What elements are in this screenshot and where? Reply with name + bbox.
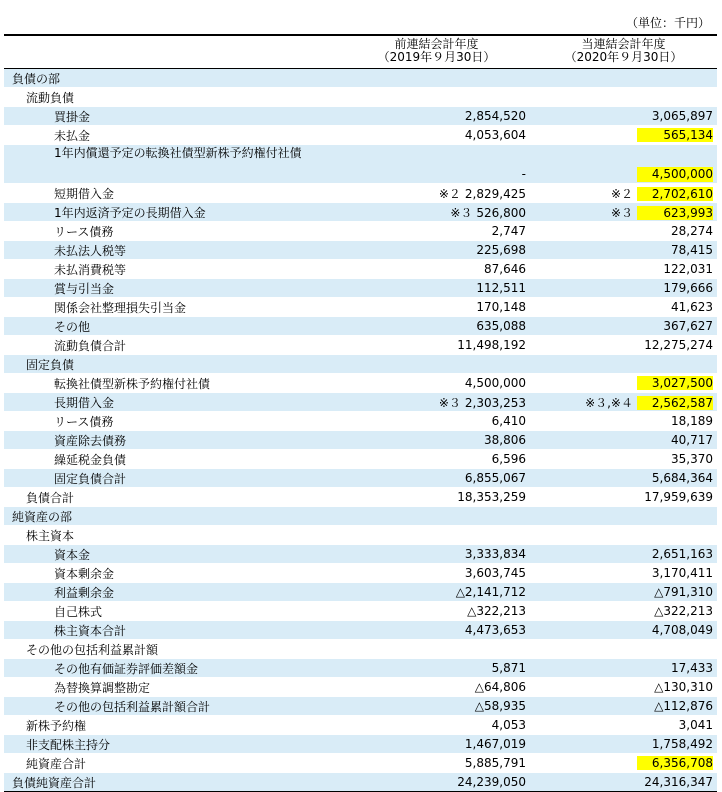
row-value-prev: [343, 488, 530, 507]
amount: 367,627: [663, 319, 713, 333]
header-prev-line1: 前連結会計年度: [394, 37, 479, 51]
row-value-prev: [343, 126, 530, 145]
amount: 24,316,347: [644, 775, 713, 789]
amount: 3,333,834: [464, 547, 526, 561]
table-row: [4, 450, 717, 469]
amount: 2,303,253: [464, 395, 526, 410]
table-header-row: [4, 35, 717, 69]
table-row: [4, 716, 717, 735]
unit-label: （単位：千円）: [625, 16, 710, 30]
table-row: [4, 88, 717, 107]
row-label: 買掛金: [4, 107, 343, 126]
amount: 122,031: [663, 262, 713, 276]
amount: 17,959,639: [644, 490, 713, 504]
row-label: リース債務: [54, 224, 114, 239]
header-curr-period: [530, 35, 717, 69]
row-value-prev: [343, 184, 530, 203]
amount: 17,433: [671, 661, 713, 675]
row-value-prev: [343, 583, 530, 602]
amount: 2,651,163: [651, 547, 713, 561]
table-row: [4, 526, 717, 545]
row-label: 純資産の部: [4, 507, 343, 526]
amount: 41,623: [671, 300, 713, 314]
row-value-prev: [343, 431, 530, 450]
table-row: [4, 145, 717, 184]
amount: 3,170,411: [651, 566, 713, 580]
row-label: 自己株式: [54, 604, 103, 619]
table-row: [4, 393, 717, 412]
row-label: リース債務: [54, 414, 114, 429]
row-value-curr: [530, 88, 717, 107]
row-value-curr: [530, 279, 717, 298]
amount: 24,239,050: [457, 775, 526, 789]
amount: 40,717: [671, 433, 713, 447]
header-curr-line1: 当連結会計年度: [581, 37, 666, 51]
row-label: 繰延税金負債: [54, 452, 127, 467]
row-value-prev: [343, 69, 530, 88]
row-value-prev: [343, 507, 530, 526]
amount: 2,829,425: [464, 186, 526, 201]
row-label: 資本金: [4, 545, 343, 564]
row-value-prev: [343, 241, 530, 260]
row-value-prev: [343, 355, 530, 374]
table-row: [4, 126, 717, 145]
table-row: [4, 355, 717, 374]
row-value-curr: [530, 469, 717, 488]
amount: 1,467,019: [464, 737, 526, 751]
table-row: [4, 241, 717, 260]
row-label: 利益剰余金: [4, 583, 343, 602]
table-row: [4, 203, 717, 222]
row-label: 長期借入金: [4, 393, 343, 412]
row-label: 1年内償還予定の転換社債型新株予約権付社債: [4, 145, 343, 184]
row-label: 未払金: [54, 128, 91, 143]
row-value-prev: [343, 469, 530, 488]
row-value-prev: [343, 88, 530, 107]
amount: 4,500,000: [637, 167, 713, 182]
row-label: 新株予約権: [26, 718, 87, 733]
row-value-curr: [530, 317, 717, 336]
row-value-prev: [343, 621, 530, 640]
amount: 179,666: [663, 281, 713, 295]
table-row: [4, 621, 717, 640]
amount: 2,854,520: [464, 109, 526, 123]
row-label: 固定負債: [4, 355, 343, 374]
table-row: [4, 583, 717, 602]
amount: 623,993: [637, 206, 713, 220]
table-row: [4, 336, 717, 355]
row-value-prev: [343, 564, 530, 583]
row-value-prev: [343, 450, 530, 469]
amount: 635,088: [476, 319, 526, 333]
amount: 1,758,492: [651, 737, 713, 751]
row-value-prev: [343, 640, 530, 659]
table-row: [4, 754, 717, 773]
row-value-prev: [343, 716, 530, 735]
row-value-curr: [530, 336, 717, 355]
note-ref: ※３: [610, 205, 633, 220]
table-row: [4, 659, 717, 678]
amount: 170,148: [476, 300, 526, 314]
row-value-curr: [530, 355, 717, 374]
row-value-curr: [530, 126, 717, 145]
row-value-curr: [530, 678, 717, 697]
table-row: [4, 697, 717, 716]
row-label: 流動負債: [26, 90, 75, 105]
row-value-curr: [530, 526, 717, 545]
amount: 12,275,274: [644, 338, 713, 352]
amount: △322,213: [654, 604, 713, 618]
row-value-curr: [530, 374, 717, 393]
row-label: 未払消費税等: [54, 262, 127, 277]
row-value-prev: [343, 374, 530, 393]
row-value-curr: [530, 659, 717, 678]
amount: 3,027,500: [637, 376, 713, 390]
row-value-prev: [343, 298, 530, 317]
balance-sheet-table: [4, 34, 717, 792]
table-row: [4, 69, 717, 88]
row-label: その他有価証券評価差額金: [4, 659, 343, 678]
row-value-prev: [343, 697, 530, 716]
note-ref: ※２: [438, 186, 461, 201]
amount: 2,562,587: [637, 396, 713, 410]
row-value-curr: [530, 773, 717, 792]
amount: 4,053: [491, 718, 526, 732]
amount: 87,646: [484, 262, 526, 276]
row-value-curr: [530, 298, 717, 317]
row-value-curr: [530, 488, 717, 507]
row-value-prev: [343, 412, 530, 431]
table-row: [4, 602, 717, 621]
table-body: [4, 69, 717, 792]
row-value-prev: [343, 203, 530, 222]
row-label: 転換社債型新株予約権付社債: [54, 376, 211, 391]
amount: 2,747: [491, 224, 526, 238]
row-label: 流動負債合計: [54, 338, 127, 353]
row-label: 株主資本合計: [4, 621, 343, 640]
amount: 5,871: [491, 661, 526, 675]
row-value-prev: [343, 222, 530, 241]
amount: 6,596: [491, 452, 526, 466]
table-row: [4, 431, 717, 450]
row-value-prev: [343, 678, 530, 697]
table-row: [4, 469, 717, 488]
row-value-curr: [530, 241, 717, 260]
amount: 6,855,067: [464, 471, 526, 485]
amount: 5,885,791: [464, 756, 526, 770]
row-value-prev: [343, 393, 530, 412]
row-value-curr: [530, 545, 717, 564]
amount: 4,500,000: [464, 376, 526, 390]
row-value-prev: [343, 145, 530, 184]
row-label: 株主資本: [26, 528, 75, 543]
row-value-curr: [530, 184, 717, 203]
amount: 4,708,049: [651, 623, 713, 637]
table-row: [4, 279, 717, 298]
row-value-curr: [530, 393, 717, 412]
note-ref: ※３: [438, 395, 461, 410]
row-value-prev: [343, 107, 530, 126]
row-label: 短期借入金: [54, 186, 115, 201]
row-label: 非支配株主持分: [4, 735, 343, 754]
row-value-curr: [530, 621, 717, 640]
table-row: [4, 107, 717, 126]
row-value-curr: [530, 716, 717, 735]
amount: 3,041: [678, 718, 713, 732]
row-label: 負債の部: [4, 69, 343, 88]
row-value-prev: [343, 545, 530, 564]
amount: △64,806: [474, 680, 526, 694]
note-ref: ※３: [450, 205, 473, 220]
table-row: [4, 374, 717, 393]
row-label: その他の包括利益累計額合計: [4, 697, 343, 716]
row-value-prev: [343, 659, 530, 678]
row-value-curr: [530, 222, 717, 241]
row-value-curr: [530, 69, 717, 88]
amount: 6,410: [491, 414, 526, 428]
row-value-curr: [530, 697, 717, 716]
amount: 18,353,259: [457, 490, 526, 504]
row-label: 負債合計: [26, 490, 75, 505]
row-value-prev: [343, 317, 530, 336]
header-label-cell: [4, 35, 343, 69]
amount: 38,806: [484, 433, 526, 447]
row-value-curr: [530, 602, 717, 621]
row-value-curr: [530, 507, 717, 526]
amount: 225,698: [476, 243, 526, 257]
row-label: 為替換算調整勘定: [54, 680, 151, 695]
amount: △791,310: [654, 585, 713, 599]
row-value-curr: [530, 754, 717, 773]
table-row: [4, 222, 717, 241]
header-prev-period: [343, 35, 530, 69]
row-value-curr: [530, 735, 717, 754]
row-value-prev: [343, 279, 530, 298]
row-value-curr: [530, 145, 717, 184]
row-label: 負債純資産合計: [4, 773, 343, 792]
amount: 3,065,897: [651, 109, 713, 123]
amount: 28,274: [671, 224, 713, 238]
amount: -: [521, 167, 526, 181]
amount: △112,876: [654, 699, 713, 713]
row-label: 純資産合計: [26, 756, 87, 771]
table-row: [4, 184, 717, 203]
row-value-prev: [343, 602, 530, 621]
amount: 35,370: [671, 452, 713, 466]
table-row: [4, 545, 717, 564]
row-value-curr: [530, 583, 717, 602]
row-label: 1年内返済予定の長期借入金: [4, 203, 343, 222]
row-value-prev: [343, 260, 530, 279]
row-value-curr: [530, 640, 717, 659]
row-label: 関係会社整理損失引当金: [54, 300, 187, 315]
row-value-prev: [343, 754, 530, 773]
row-label: 賞与引当金: [4, 279, 343, 298]
amount: 5,684,364: [651, 471, 713, 485]
amount: 3,603,745: [464, 566, 526, 580]
row-label: 未払法人税等: [4, 241, 343, 260]
row-value-curr: [530, 203, 717, 222]
row-value-curr: [530, 564, 717, 583]
row-label: その他: [4, 317, 343, 336]
table-row: [4, 298, 717, 317]
amount: △58,935: [474, 699, 526, 713]
table-row: [4, 564, 717, 583]
amount: 4,053,604: [464, 128, 526, 142]
amount: 112,511: [476, 281, 526, 295]
amount: △2,141,712: [455, 585, 526, 599]
note-ref: ※２: [610, 186, 633, 201]
row-value-curr: [530, 412, 717, 431]
row-label: その他の包括利益累計額: [26, 642, 159, 657]
row-label: 固定負債合計: [4, 469, 343, 488]
amount: 526,800: [476, 205, 526, 220]
row-value-curr: [530, 260, 717, 279]
row-value-prev: [343, 773, 530, 792]
amount: 2,702,610: [637, 187, 713, 201]
table-row: [4, 735, 717, 754]
header-prev-line2: （2019年９月30日）: [377, 50, 496, 64]
table-row: [4, 488, 717, 507]
amount: △322,213: [467, 604, 526, 618]
amount: 6,356,708: [637, 756, 713, 770]
table-row: [4, 507, 717, 526]
row-label: 資本剰余金: [54, 566, 115, 581]
amount: 18,189: [671, 414, 713, 428]
row-value-prev: [343, 526, 530, 545]
amount: 4,473,653: [464, 623, 526, 637]
row-label: 資産除去債務: [4, 431, 343, 450]
amount: 11,498,192: [457, 338, 526, 352]
header-curr-line2: （2020年９月30日）: [564, 50, 683, 64]
row-value-prev: [343, 735, 530, 754]
row-value-curr: [530, 107, 717, 126]
table-row: [4, 640, 717, 659]
table-row: [4, 317, 717, 336]
table-row: [4, 773, 717, 792]
table-row: [4, 260, 717, 279]
note-ref: ※３,※４: [585, 395, 633, 410]
table-row: [4, 678, 717, 697]
amount: △130,310: [654, 680, 713, 694]
amount: 78,415: [671, 243, 713, 257]
row-value-curr: [530, 431, 717, 450]
row-value-prev: [343, 336, 530, 355]
table-row: [4, 412, 717, 431]
amount: 565,134: [637, 128, 713, 142]
row-value-curr: [530, 450, 717, 469]
